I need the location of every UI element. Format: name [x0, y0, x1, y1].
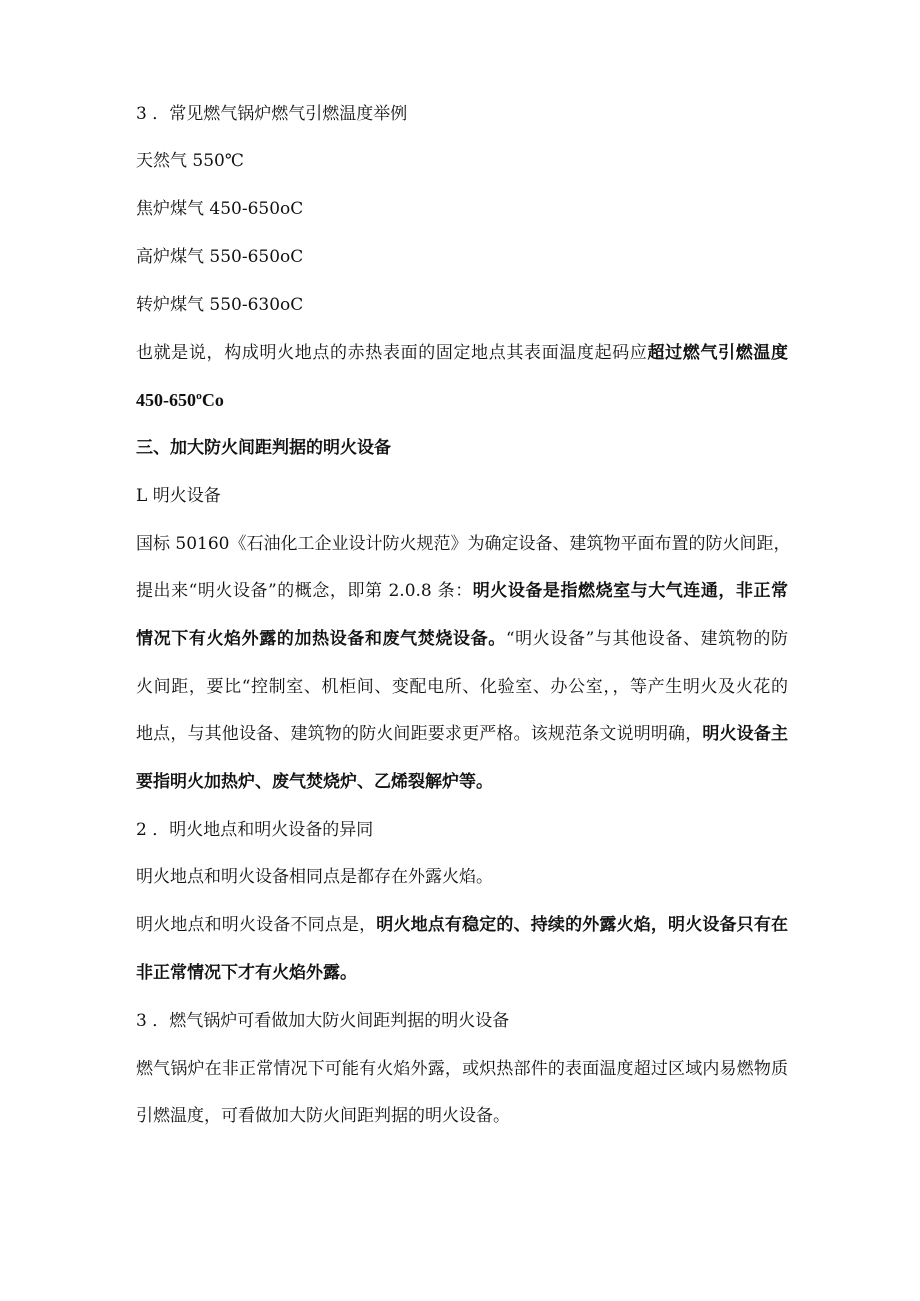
para-line-6: 要指明火加热炉、废气焚烧炉、乙烯裂解炉等。 — [136, 772, 493, 792]
natural-gas-line: 天然气 550℃ — [136, 151, 244, 171]
difference-line-1 — [136, 914, 788, 936]
paragraph-conclusion — [136, 342, 788, 364]
para-line-3-bold: 情况下有火焰外露的加热设备和废气焚烧设备。 — [136, 629, 506, 649]
para-line-5-bold: 明火设备主 — [702, 724, 789, 744]
para-line-4: 火间距，要比“控制室、机柜间、变配电所、化验室、办公室，，等产生明火及火花的 — [136, 677, 788, 697]
para-line-3 — [136, 628, 788, 650]
para-line-2 — [136, 580, 788, 602]
difference-text: 明火地点和明火设备不同点是， — [136, 915, 377, 935]
boiler-line-1: 燃气锅炉在非正常情况下可能有火焰外露，或炽热部件的表面温度超过区域内易燃物质 — [136, 1059, 788, 1079]
boiler-line-2: 引燃温度，可看做加大防火间距判据的明火设备。 — [136, 1106, 510, 1126]
para-line-2-bold: 明火设备是指燃烧室与大气连通，非正常 — [472, 581, 788, 601]
blast-furnace-gas-line: 高炉煤气 550-650oC — [136, 247, 304, 267]
heading-gas-ignition-examples: 3 ．常见燃气锅炉燃气引燃温度举例 — [136, 104, 408, 124]
section-heading-3: 三、加大防火间距判据的明火设备 — [136, 438, 391, 458]
similarity-line: 明火地点和明火设备相同点是都存在外露火焰。 — [136, 867, 493, 887]
para-line-1: 国标 50160《石油化工企业设计防火规范》为确定设备、建筑物平面布置的防火间距， — [136, 534, 791, 554]
para-line-2-text: 提出来“明火设备”的概念，即第 2.0.8 条： — [136, 581, 473, 601]
temperature-range-bold: 450-650ºCo — [136, 390, 224, 410]
conclusion-bold: 超过燃气引燃温度 — [647, 343, 789, 363]
subheading-open-flame-equipment: L 明火设备 — [136, 486, 221, 506]
difference-bold: 明火地点有稳定的、持续的外露火焰，明火设备只有在 — [376, 915, 789, 935]
difference-line-2: 非正常情况下才有火焰外露。 — [136, 963, 357, 983]
para-line-5 — [136, 723, 788, 745]
subheading-gas-boiler: 3 ．燃气锅炉可看做加大防火间距判据的明火设备 — [136, 1011, 510, 1031]
para-line-3-text: “明火设备”与其他设备、建筑物的防 — [505, 629, 789, 649]
converter-gas-line: 转炉煤气 550-630oC — [136, 295, 304, 315]
conclusion-text: 也就是说，构成明火地点的赤热表面的固定地点其表面温度起码应 — [136, 343, 648, 363]
coke-oven-gas-line: 焦炉煤气 450-650oC — [136, 199, 304, 219]
para-line-5-text: 地点，与其他设备、建筑物的防火间距要求更严格。该规范条文说明明确， — [136, 724, 703, 744]
subheading-similarities-differences: 2 ．明火地点和明火设备的异同 — [136, 820, 374, 840]
